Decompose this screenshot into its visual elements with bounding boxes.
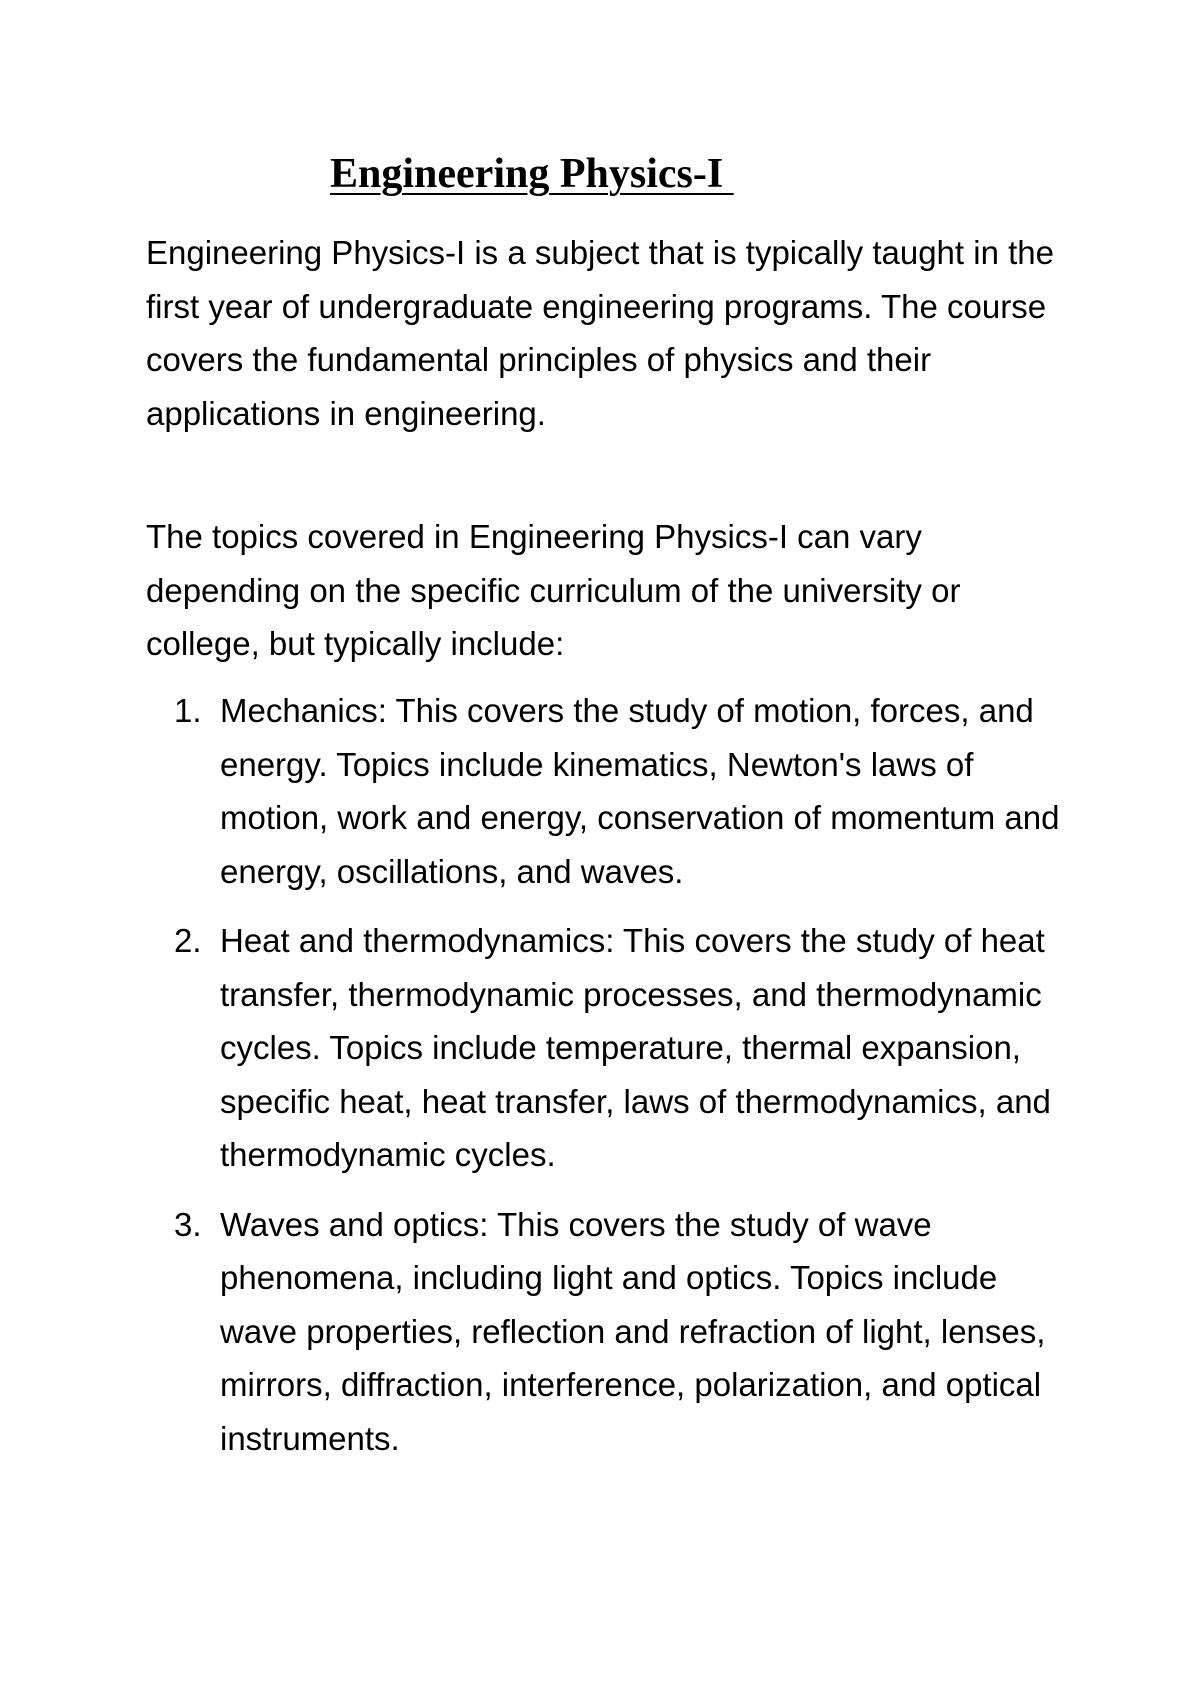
topic-list (146, 684, 1081, 1481)
topic-item-thermodynamics (146, 914, 1081, 1182)
topic-text: Mechanics: This covers the study of motion, forces, and energy. Topics include kinematics, Newton's laws of motion, work and energy, conservation of momentum and energy, oscillations, and waves. (220, 692, 1060, 890)
topic-item-mechanics (146, 684, 1081, 898)
topic-item-optics (146, 1198, 1081, 1466)
topics-intro-paragraph: The topics covered in Engineering Physics-I can vary depending on the specific curriculum of the university or college, but typically include: (146, 518, 961, 662)
topic-number: 3. (174, 1205, 202, 1243)
topic-number: 1. (174, 692, 202, 729)
topic-number: 2. (174, 922, 202, 959)
topic-text: Waves and optics: This covers the study of wave phenomena, including light and optics. Topics include wave properties, reflection and refraction of light, lenses, mirrors, diffraction, interference, polarization, and optical instruments. (220, 1205, 1046, 1457)
document-title: Engineering Physics-I (330, 151, 734, 197)
topic-text: Heat and thermodynamics: This covers the study of heat transfer, thermodynamic processes, and thermodynamic cycles. Topics include temperature, thermal expansion, specific heat, heat transfer, laws of thermodynamics, and thermodynamic cycles. (220, 922, 1051, 1173)
intro-paragraph: Engineering Physics-I is a subject that is typically taught in the first year of undergraduate engineering programs. The course covers the fundamental principles of physics and their applications in engineering. (146, 234, 1054, 432)
